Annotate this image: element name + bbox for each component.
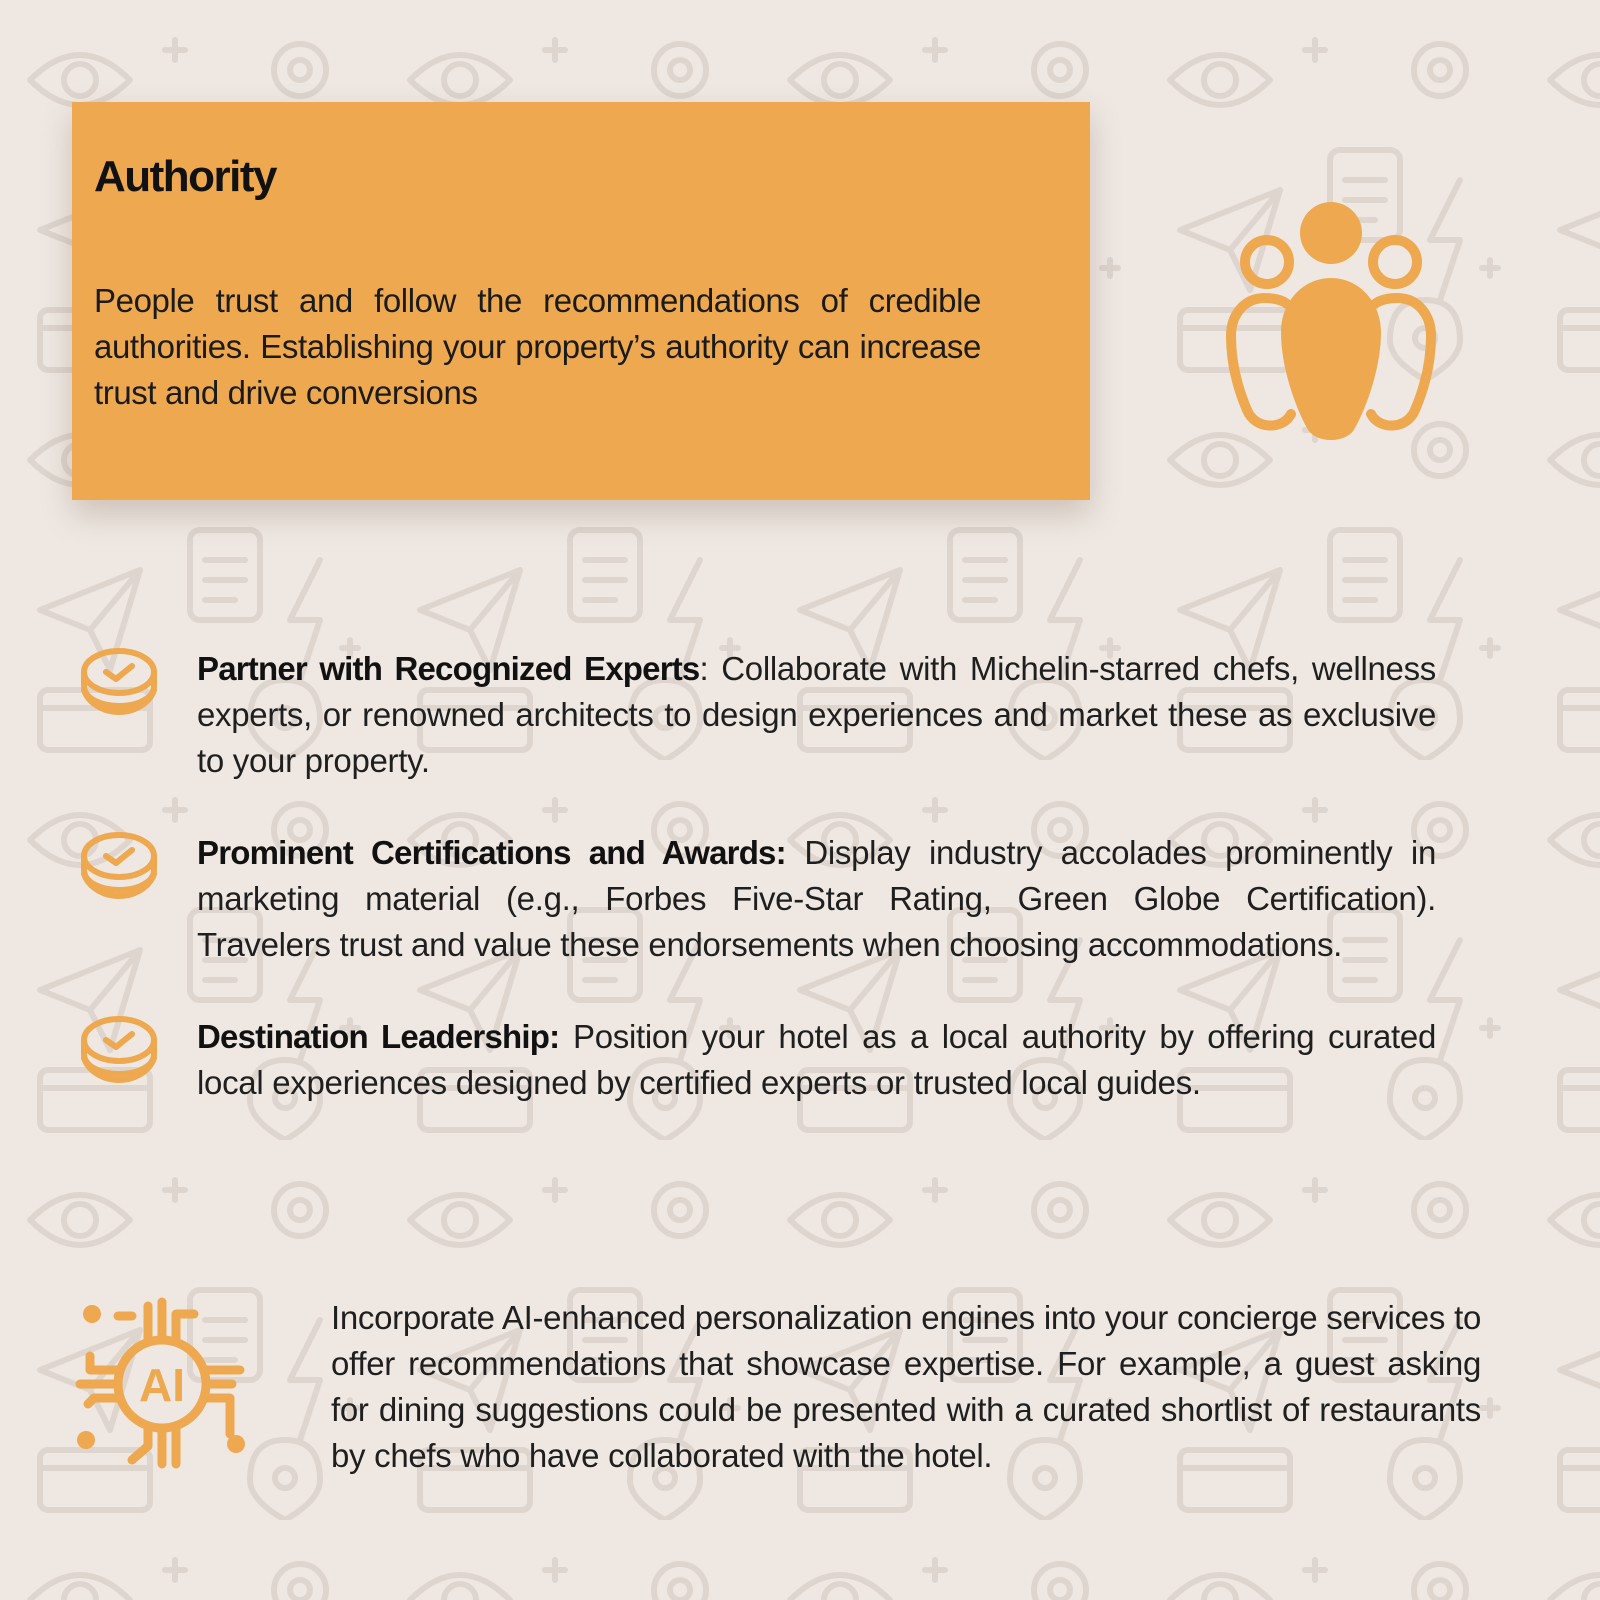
point-body: Position your hotel as a local authority by offering curated local experiences designed by certified experts or trusted local guides. <box>197 1018 1437 1101</box>
point-item-experts <box>80 646 1436 779</box>
check-coins-icon <box>80 1014 158 1092</box>
ai-section-text: Incorporate AI-enhanced personalization engines into your concierge services to offer recommendations that showcase expertise. For example, a guest asking for dining suggestions could be presented with a curated shortlist of restaurants by chefs who have collaborated with the hotel. <box>331 1299 1481 1474</box>
point-body: Collaborate with Michelin-starred chefs, wellness experts, or renowned architects to design experiences and market these as exclusive to your property. <box>197 650 1436 779</box>
point-title: Partner with Recognized Experts <box>197 650 700 687</box>
point-text <box>197 646 1436 784</box>
header-description: People trust and follow the recommendations of credible authorities. Establishing your property’s authority can increase trust and drive conversions <box>94 282 981 411</box>
point-separator <box>559 1018 573 1055</box>
point-title: Destination Leadership: <box>197 1018 560 1055</box>
check-coins-icon <box>80 830 158 908</box>
point-item-certifications <box>80 830 1437 963</box>
point-text <box>197 1014 1436 1106</box>
point-title: Prominent Certifications and Awards: <box>197 834 786 871</box>
page-title: Authority <box>94 152 277 201</box>
group-people-icon <box>1225 200 1437 450</box>
point-text <box>197 830 1436 968</box>
ai-icon-label: AI <box>139 1359 185 1411</box>
header-card <box>72 102 1090 500</box>
point-body: Display industry accolades prominently in marketing material (e.g., Forbes Five-Star Rating, Green Globe Certification). Travelers trust and value these endorsements when choosing accommodations. <box>197 834 1437 963</box>
point-item-leadership <box>80 1014 1436 1134</box>
check-coins-icon <box>80 646 158 724</box>
point-separator: : <box>699 650 722 687</box>
ai-chip-icon <box>72 1296 252 1472</box>
point-separator <box>786 834 805 871</box>
